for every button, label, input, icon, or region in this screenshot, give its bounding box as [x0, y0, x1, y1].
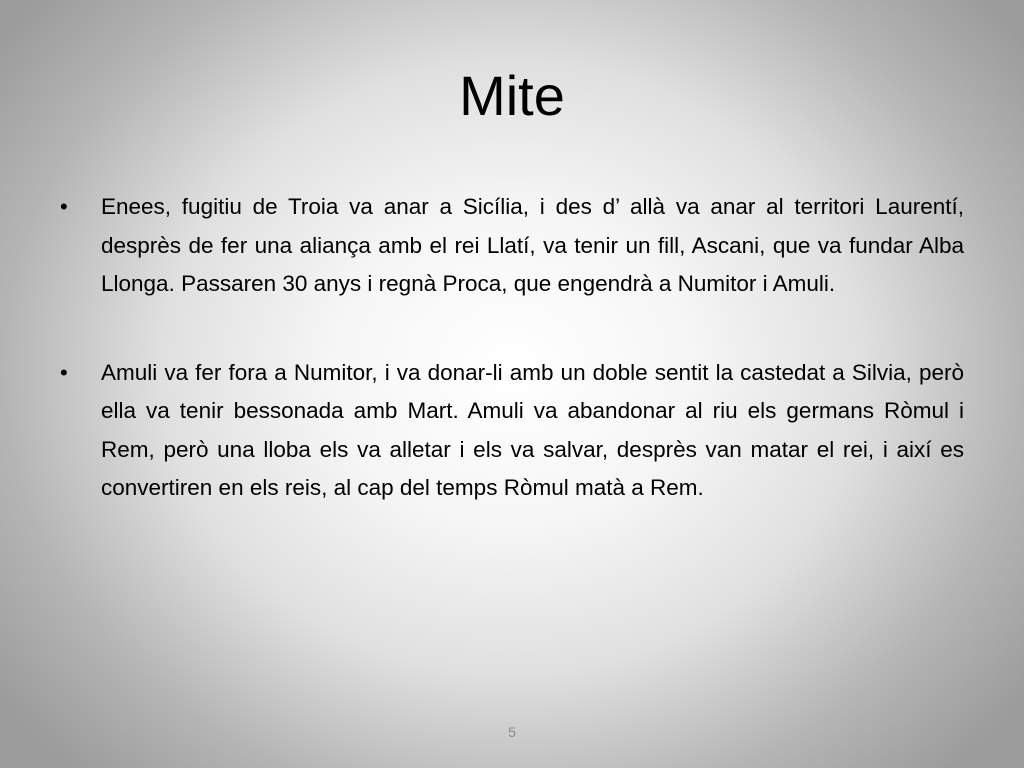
slide-title: Mite: [459, 64, 565, 127]
list-item: [60, 354, 964, 508]
bullet-text: Enees, fugitiu de Troia va anar a Sicília, i des d’ allà va anar al territori Laurentí, desprès de fer una aliança amb el rei Llatí, va tenir un fill, Ascani, que va fundar Alba Llonga. Passaren 30 anys i regnà Proca, que engendrà a Numitor i Amuli.: [101, 194, 964, 296]
bullet-text: Amuli va fer fora a Numitor, i va donar-li amb un doble sentit la castedat a Silvia, però ella va tenir bessonada amb Mart. Amuli va abandonar al riu els germans Ròmul i Rem, però una lloba els va alletar i els va salvar, desprès van matar el rei, i així es convertiren en els reis, al cap del temps Ròmul matà a Rem.: [101, 359, 964, 500]
bullet-list: [60, 188, 964, 558]
slide-number: 5: [508, 724, 516, 740]
list-item: [60, 188, 964, 304]
bullet-icon: •: [60, 359, 68, 385]
bullet-icon: •: [60, 194, 68, 219]
